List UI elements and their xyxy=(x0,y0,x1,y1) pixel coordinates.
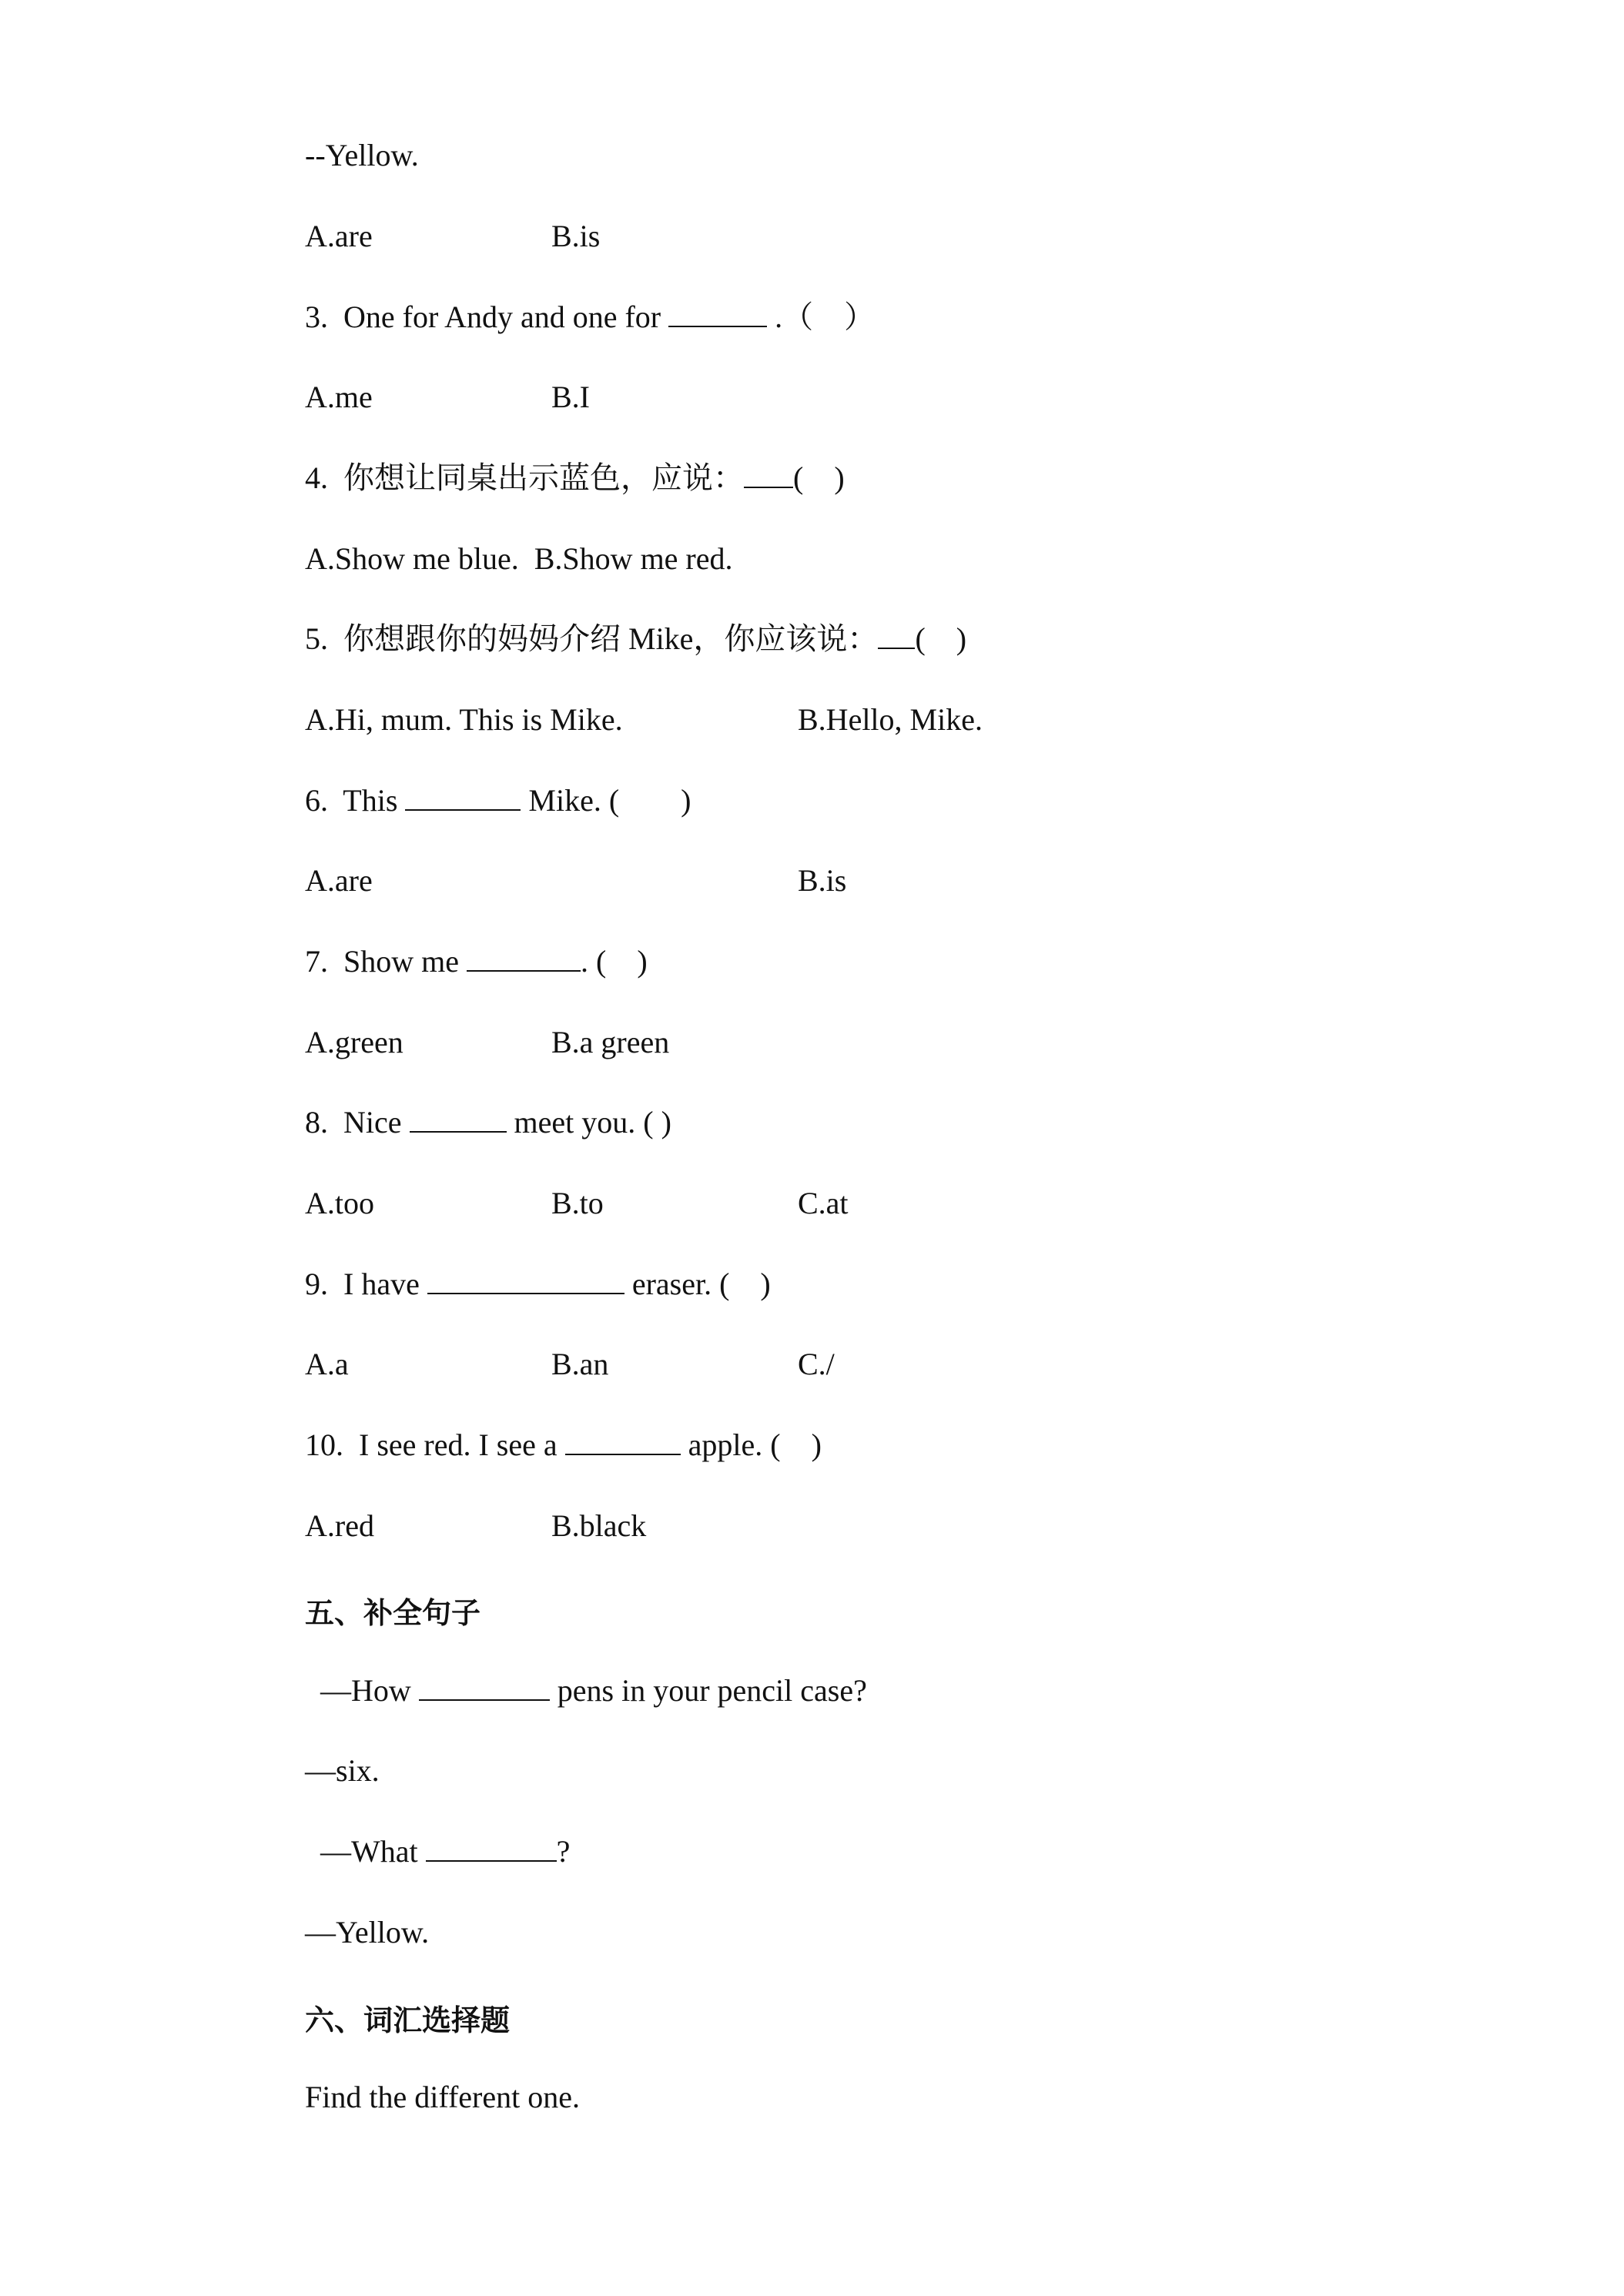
q6-text-after: Mike. ( ) xyxy=(528,783,691,818)
q3-text-before: One for Andy and one for xyxy=(343,300,661,334)
q7-number: 7. xyxy=(305,944,328,979)
s5-line3-before: —What xyxy=(320,1834,418,1869)
q6-text-before: This xyxy=(343,783,398,818)
q10-option-b: B.black xyxy=(551,1508,647,1543)
q7-option-a: A.green xyxy=(305,1025,403,1059)
q8-option-c: C.at xyxy=(798,1186,849,1220)
q10-option-a: A.red xyxy=(305,1508,374,1543)
q8-number: 8. xyxy=(305,1105,328,1140)
q2-answer: --Yellow. xyxy=(305,138,419,172)
q9-blank[interactable] xyxy=(427,1270,624,1294)
s5-blank-1[interactable] xyxy=(419,1676,550,1701)
s5-line1-before: —How xyxy=(320,1673,411,1708)
q9-text-after: eraser. ( ) xyxy=(631,1267,771,1301)
q7-text-after: . ( ) xyxy=(581,944,648,979)
q5-option-a: A.Hi, mum. This is Mike. xyxy=(305,702,623,737)
section-5-line-3 xyxy=(320,1833,570,1870)
question-9 xyxy=(305,1266,771,1303)
section-5-line-1 xyxy=(320,1672,867,1709)
question-6 xyxy=(305,782,691,819)
question-4 xyxy=(305,460,845,497)
q3-number: 3. xyxy=(305,300,328,334)
s5-line1-after: pens in your pencil case? xyxy=(557,1673,867,1708)
section-5-heading: 五、补全句子 xyxy=(305,1596,481,1630)
q2-option-a: A.are xyxy=(305,219,373,253)
q5-paren: ( ) xyxy=(915,621,967,656)
q8-text-after: meet you. ( ) xyxy=(514,1105,671,1140)
q5-text: 你想跟你的妈妈介绍 Mike，你应该说： xyxy=(343,621,879,656)
q9-option-a: A.a xyxy=(305,1347,349,1381)
q4-number: 4. xyxy=(305,460,328,495)
q9-text-before: I have xyxy=(343,1267,420,1301)
q3-option-a: A.me xyxy=(305,380,373,414)
q10-blank[interactable] xyxy=(565,1431,681,1455)
q7-text-before: Show me xyxy=(343,944,459,979)
q9-number: 9. xyxy=(305,1267,328,1301)
question-10 xyxy=(305,1427,822,1464)
q4-blank[interactable] xyxy=(744,464,793,488)
q4-paren: ( ) xyxy=(793,460,845,495)
q6-blank[interactable] xyxy=(405,786,521,811)
question-5 xyxy=(305,621,966,658)
q10-text-after: apple. ( ) xyxy=(688,1427,822,1462)
q10-number: 10. xyxy=(305,1427,343,1462)
q6-option-a: A.are xyxy=(305,863,373,898)
q8-blank[interactable] xyxy=(410,1108,507,1133)
q7-blank[interactable] xyxy=(467,947,581,972)
q8-option-b: B.to xyxy=(551,1186,604,1220)
s5-line3-after: ? xyxy=(556,1834,571,1869)
section-5-line-2: —six. xyxy=(305,1753,380,1788)
q3-option-b: B.I xyxy=(551,380,590,414)
q10-text-before: I see red. I see a xyxy=(359,1427,558,1462)
q3-text-after: .（ ） xyxy=(775,300,876,334)
q8-text-before: Nice xyxy=(343,1105,402,1140)
q5-number: 5. xyxy=(305,621,328,656)
question-8 xyxy=(305,1104,671,1141)
q7-option-b: B.a green xyxy=(551,1025,670,1059)
s5-blank-2[interactable] xyxy=(426,1837,557,1862)
q3-blank[interactable] xyxy=(668,303,767,327)
question-7 xyxy=(305,943,648,980)
q9-option-c: C./ xyxy=(798,1347,835,1381)
section-6-heading: 六、词汇选择题 xyxy=(305,2003,511,2037)
q5-blank[interactable] xyxy=(878,624,915,649)
q6-number: 6. xyxy=(305,783,328,818)
q4-options: A.Show me blue. B.Show me red. xyxy=(305,541,733,576)
q9-option-b: B.an xyxy=(551,1347,609,1381)
section-6-instruction: Find the different one. xyxy=(305,2080,580,2114)
q5-option-b: B.Hello, Mike. xyxy=(798,702,983,737)
q6-option-b: B.is xyxy=(798,863,847,898)
q4-text: 你想让同桌出示蓝色，应说： xyxy=(343,460,744,495)
section-5-line-4: —Yellow. xyxy=(305,1915,430,1950)
q8-option-a: A.too xyxy=(305,1186,374,1220)
question-3 xyxy=(305,299,875,336)
q2-option-b: B.is xyxy=(551,219,601,253)
